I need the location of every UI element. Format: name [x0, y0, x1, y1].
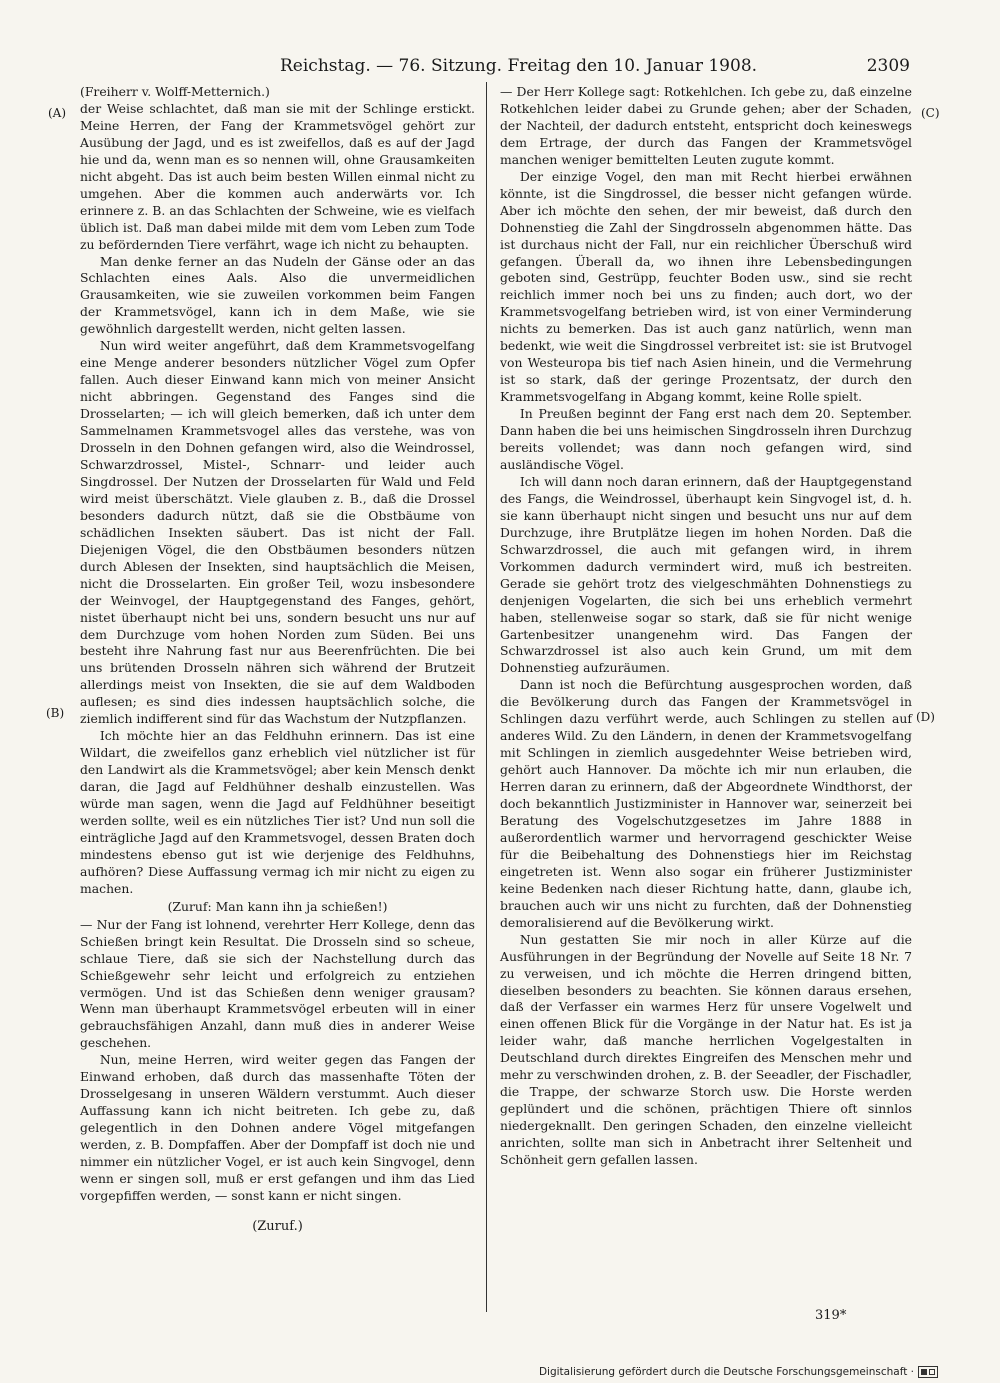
- page-header: [80, 55, 910, 77]
- paragraph: Nun, meine Herren, wird weiter gegen das Fangen der Einwand erhoben, daß durch das massenhafte Töten der Drosselgesang in unseren Wäldern verstummt. Auch dieser Auffassung kann ich nicht beitreten. Ich gebe zu, daß gelegentlich in den Dohnen andere Vögel mitgefangen werden, z. B. Dompfaffen. Aber der Dompfaff ist doch nie und nimmer ein nützlicher Vogel, er ist auch kein Singvogel, denn wenn er singen soll, muß er erst gefangen und ihm das Lied vorgepfiffen werden, — sonst kann er nicht singen.: [80, 1052, 475, 1203]
- margin-marker-c: (C): [921, 106, 940, 120]
- digitization-footer: [539, 1366, 938, 1378]
- dfg-logo-icon: [918, 1366, 938, 1378]
- margin-marker-a: (A): [48, 106, 67, 120]
- paragraph: der Weise schlachtet, daß man sie mit der Schlinge erstickt. Meine Herren, der Fang der Krammetsvögel gehört zur Ausübung der Jagd, und es ist zweifellos, daß es auf der Jagd hie und da, wenn man es so nennen will, ohne Grausamkeiten nicht abgeht. Das ist auch beim besten Willen einmal nicht zu umgehen. Aber die kommen auch anderwärts vor. Ich erinnere z. B. an das Schlachten der Schweine, wie es vielfach üblich ist. Daß man dabei milde mit dem vom Leben zum Tode zu befördernden Tiere verfährt, wage ich nicht zu behaupten.: [80, 100, 475, 252]
- paragraph: Dann ist noch die Befürchtung ausgesprochen worden, daß die Bevölkerung durch das Fangen der Krammetsvögel in Schlingen dazu verführt werde, auch Schlingen zu stellen auf anderes Wild. Zu den Ländern, in denen der Krammetsvogelfang mit Schlingen in ziemlich ausgedehnter Weise betrieben wird, gehört auch Hannover. Da möchte ich mir nun erlauben, die Herren daran zu erinnern, daß der Abgeordnete Windthorst, der doch bekanntlich Justizminister in Hannover war, seinerzeit bei Beratung des Vogelschutzgesetzes im Jahre 1888 in außerordentlich warmer und hervorragend geschickter Weise für die Beibehaltung des Dohnenstiegs hier im Reichstag eingetreten ist. Wenn also sogar ein früherer Justizminister keine Bedenken nach dieser Richtung hatte, dann, glaube ich, brauchen auch wir uns nicht zu furchten, daß der Dohnenstieg demoralisierend auf die Bevölkerung wirkt.: [500, 677, 912, 930]
- speaker-name: (Freiherr v. Wolff-Metternich.): [80, 84, 270, 99]
- paragraph: Nun gestatten Sie mir noch in aller Kürze auf die Ausführungen in der Begründung der Novelle auf Seite 18 Nr. 7 zu verweisen, und ich möchte die Herren dringend bitten, dieselben besonders zu beachten. Sie können daraus ersehen, daß der Verfasser ein warmes Herz für unsere Vogelwelt und einen offenen Blick für die Vorgänge in der Natur hat. Es ist ja leider wahr, daß manche herrlichen Vogelgestalten in Deutschland durch direktes Eingreifen des Menschen mehr und mehr zu verschwinden drohen, z. B. der Seeadler, der Fischadler, die Trappe, der schwarze Storch usw. Die Horste werden geplündert und die schönen, prächtigen Thiere oft sinnlos niedergeknallt. Den geringen Schaden, den einzelne vielleicht anrichten, sollte man sich in Anbetracht ihrer Seltenheit und Schönheit gern gefallen lassen.: [500, 931, 912, 1168]
- margin-marker-d: (D): [916, 710, 935, 724]
- paragraph: Der einzige Vogel, den man mit Recht hierbei erwähnen könnte, ist die Singdrossel, die besser nicht gefangen würde. Aber ich möchte den sehen, der mir beweist, daß durch den Dohnenstieg die Zahl der Singdrosseln abgenommen hätte. Das ist durchaus nicht der Fall, nur ein reichlicher Überschuß wird gefangen. Überall da, wo ihnen ihre Lebensbedingungen geboten sind, Gestrüpp, feuchter Boden usw., sind sie recht reichlich immer noch bei uns zu finden; auch dort, wo der Krammetsvogelfang betrieben wird, ist von einer Verminderung nichts zu bemerken. Das ist auch ganz natürlich, wenn man bedenkt, wie weit die Singdrossel verbreitet ist: sie ist Brutvogel von Westeuropa bis tief nach Asien hinein, und die Vermehrung ist so stark, daß der geringe Prozentsatz, der durch den Krammetsvogelfang in Abgang kommt, keine Rolle spielt.: [500, 168, 912, 405]
- left-column: [80, 84, 475, 1236]
- margin-marker-b: (B): [46, 706, 65, 720]
- header-title: Reichstag. — 76. Sitzung. Freitag den 10. Januar 1908.: [280, 56, 758, 76]
- interjection-zuruf: (Zuruf.): [252, 1218, 303, 1234]
- paragraph: Nun wird weiter angeführt, daß dem Krammetsvogelfang eine Menge anderer besonders nützlicher Vögel zum Opfer fallen. Auch dieser Einwand kann mich von meiner Ansicht nicht abbringen. Gegenstand des Fanges sind die Drosselarten; — ich will gleich bemerken, daß ich unter dem Sammelnamen Krammetsvogel alles das verstehe, was von Drosseln in den Dohnen gefangen wird, also die Weindrossel, Schwarzdrossel, Mistel-, Schnarr- und leider auch Singdrossel. Der Nutzen der Drosselarten für Wald und Feld wird meist überschätzt. Viele glauben z. B., daß die Drossel besonders dadurch nützt, daß sie die Obstbäume von schädlichen Insekten säubert. Das ist nicht der Fall. Diejenigen Vögel, die den Obstbäumen besonders nützen durch Ablesen der Insekten, sind hauptsächlich die Meisen, nicht die Drosselarten. Ein großer Teil, wozu insbesondere der Weinvogel, der Hauptgegenstand des Fanges, gehört, nistet überhaupt nicht bei uns, sondern besucht uns nur auf dem Durchzuge vom hohen Norden zum Süden. Bei uns besteht ihre Nahrung fast nur aus Beerenfrüchten. Die bei uns brütenden Drosseln nähren sich während der Brutzeit allerdings meist von Insekten, die sie auf dem Waldboden auflesen; es sind dies indessen hauptsächlich solche, die ziemlich indifferent sind für das Wachstum der Nutzpflanzen.: [80, 338, 475, 727]
- footer-text: Digitalisierung gefördert durch die Deutsche Forschungsgemeinschaft ·: [538, 1366, 914, 1378]
- interjection: (Zuruf: Man kann ihn ja schießen!): [167, 898, 388, 914]
- page-number: 2309: [866, 56, 910, 76]
- paragraph: Ich will dann noch daran erinnern, daß der Hauptgegenstand des Fangs, die Weindrossel, überhaupt kein Singvogel ist, d. h. sie kann überhaupt nicht singen und besucht uns nur auf dem Durchzuge, ihre Brutplätze liegen im hohen Norden. Daß die Schwarzdrossel, die auch mit gefangen wird, in ihrem Vorkommen dadurch vermindert wird, muß ich bestreiten. Gerade sie gehört trotz des vielgeschmähten Dohnenstiegs zu denjenigen Vogelarten, die sich bei uns erheblich vermehrt haben, stellenweise sogar so stark, daß sie für nicht wenige Gartenbesitzer unangenehm wird. Das Fangen der Schwarzdrossel ist also auch kein Grund, um mit dem Dohnenstieg aufzuräumen.: [500, 473, 912, 676]
- paragraph: In Preußen beginnt der Fang erst nach dem 20. September. Dann haben die bei uns heimischen Singdrosseln ihren Durchzug bereits vollendet; was dann noch gefangen wird, sind ausländische Vögel.: [500, 406, 912, 472]
- right-column: [500, 84, 912, 1169]
- paragraph: — Nur der Fang ist lohnend, verehrter Herr Kollege, denn das Schießen bringt kein Resultat. Die Drosseln sind so scheue, schlaue Tiere, daß sie sich der Nachstellung durch das Schießgewehr sehr leicht und erfolgreich zu entziehen vermögen. Und ist das Schießen denn weniger grausam? Wenn man überhaupt Krammetsvögel erbeuten will in einer gebrauchsfähigen Anzahl, dann muß dies in anderer Weise geschehen.: [80, 916, 475, 1051]
- sheet-number: 319*: [815, 1308, 847, 1323]
- paragraph: Man denke ferner an das Nudeln der Gänse oder an das Schlachten eines Aals. Also die unvermeidlichen Grausamkeiten, wie sie zuweilen vorkommen beim Fangen der Krammetsvögel, kann ich in dem Maße, wie sie gewöhnlich dargestellt werden, nicht gelten lassen.: [80, 253, 475, 337]
- column-divider: [486, 82, 487, 1312]
- paragraph: Ich möchte hier an das Feldhuhn erinnern. Das ist eine Wildart, die zweifellos ganz erheblich viel nützlicher ist für den Landwirt als die Krammetsvögel; aber kein Mensch denkt daran, die Jagd auf Feldhühner deshalb einzustellen. Was würde man sagen, wenn die Jagd auf Feldhühner beseitigt werden sollte, weil es ein nützliches Tier ist? Und nun soll die einträgliche Jagd auf den Krammetsvogel, dessen Braten doch mindestens ebenso gut ist wie derjenige des Feldhuhns, aufhören? Diese Auffassung vermag ich mir nicht zu eigen zu machen.: [80, 728, 475, 896]
- paragraph: — Der Herr Kollege sagt: Rotkehlchen. Ich gebe zu, daß einzelne Rotkehlchen leider dabei zu Grunde gehen; aber der Schaden, der Nachteil, der dadurch entsteht, entspricht doch keineswegs dem Ertrage, der durch das Fangen der Krammetsvögel manchen weniger bemittelten Leuten zugute kommt.: [500, 84, 912, 167]
